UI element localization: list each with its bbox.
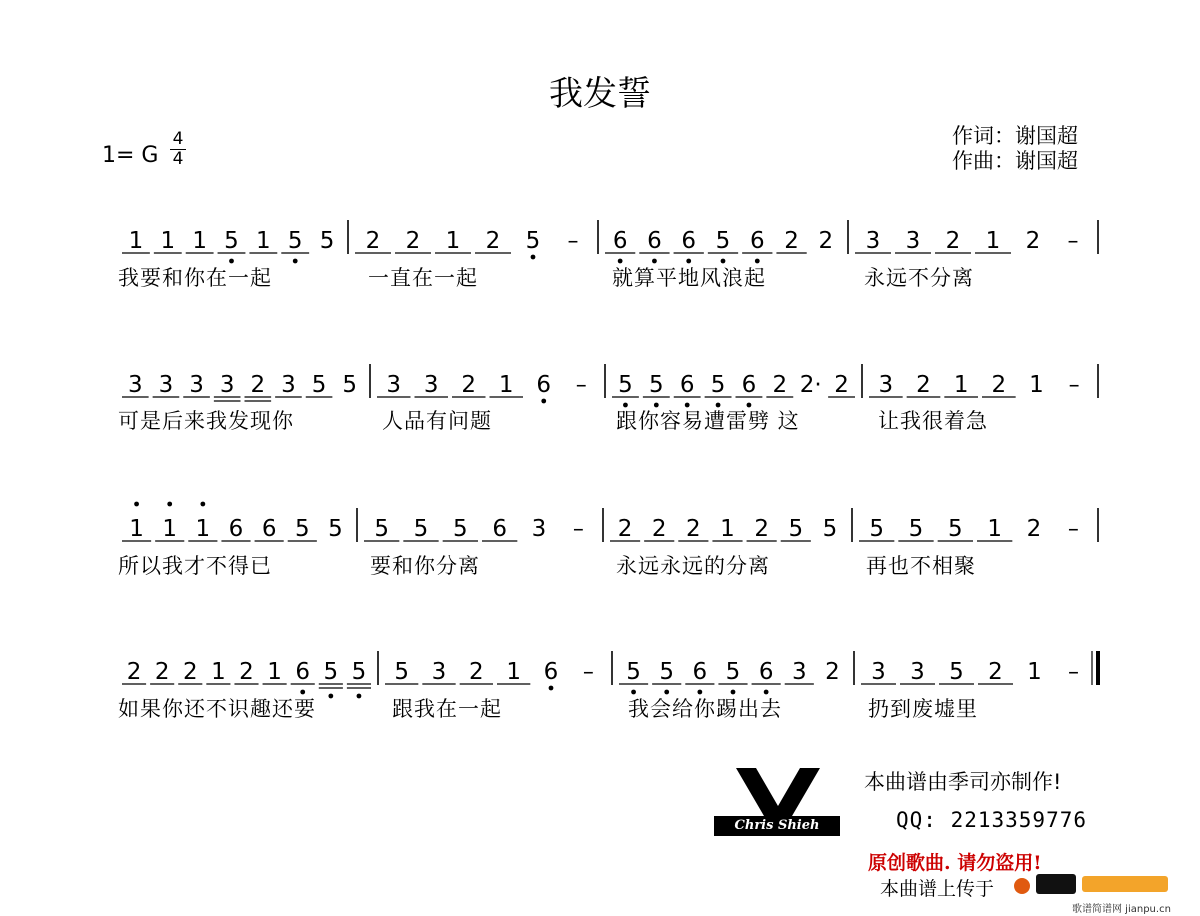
- note: 5: [311, 372, 327, 398]
- note: 2: [1026, 516, 1042, 542]
- note: 1: [211, 659, 226, 685]
- note: 3: [423, 372, 439, 398]
- note: 1: [953, 372, 969, 398]
- note: 5: [287, 228, 303, 254]
- note: 3: [905, 228, 921, 254]
- note: 3: [878, 372, 894, 398]
- note: 2: [686, 516, 701, 542]
- note: 1: [195, 516, 211, 542]
- note: 1: [128, 228, 144, 254]
- note: 6: [228, 516, 244, 542]
- lyric-line-3-m2: 要和你分离: [370, 554, 480, 578]
- note: 1: [1029, 372, 1044, 398]
- note: 3: [281, 372, 296, 398]
- lyric-line-3-m1: 所以我才不得已: [118, 554, 272, 578]
- note: 5: [659, 659, 675, 685]
- sustain-dash: –: [572, 517, 584, 542]
- note: 1: [720, 516, 735, 542]
- note: 6: [492, 516, 507, 542]
- note: 2: [754, 516, 769, 542]
- octave-dot-below: [293, 259, 298, 264]
- lyric-line-3-m4: 再也不相聚: [866, 554, 976, 578]
- note: 3: [127, 372, 143, 398]
- lyric-line-1-m3: 就算平地风浪起: [612, 266, 766, 290]
- octave-dot-below: [328, 694, 333, 699]
- song-title: 我发誓: [549, 74, 651, 114]
- note: 5: [328, 516, 343, 542]
- note: 6: [758, 659, 774, 685]
- note: 1: [160, 228, 176, 254]
- note: 1: [267, 659, 282, 685]
- sustain-dash: –: [1067, 517, 1079, 542]
- note: 6: [681, 228, 697, 254]
- octave-dot-above: [134, 502, 139, 507]
- note: 5: [323, 659, 339, 685]
- note: 5: [374, 516, 389, 542]
- note: 5: [294, 516, 310, 542]
- note: 2: [617, 516, 633, 542]
- note: 1: [1027, 659, 1042, 685]
- note: 5: [948, 516, 963, 542]
- note: 1: [129, 516, 144, 542]
- note: 5: [725, 659, 741, 685]
- note: 6: [749, 228, 765, 254]
- note: 1: [987, 516, 1002, 542]
- note: 5: [224, 228, 239, 254]
- note: 2: [239, 659, 254, 685]
- time-sig-denominator: 4: [172, 149, 184, 169]
- octave-dot-above: [200, 502, 205, 507]
- note: 2: [250, 372, 266, 398]
- qq-contact: QQ: 2213359776: [896, 808, 1088, 832]
- octave-dot-below: [531, 255, 536, 260]
- note: 5: [648, 372, 664, 398]
- note: 3: [531, 516, 547, 542]
- note: 2: [945, 228, 961, 254]
- note: 1: [498, 372, 514, 398]
- note: 2: [485, 228, 501, 254]
- lyric-line-4-m2: 跟我在一起: [392, 697, 502, 721]
- note: 3: [158, 372, 174, 398]
- lyric-line-1-m2: 一直在一起: [368, 266, 478, 290]
- note: 6: [647, 228, 662, 254]
- note: 6: [692, 659, 708, 685]
- octave-dot-above: [167, 502, 172, 507]
- note: 1: [192, 228, 207, 254]
- note: 5: [949, 659, 964, 685]
- note: 2: [365, 228, 381, 254]
- note: 2: [405, 228, 421, 254]
- note: 5: [908, 516, 924, 542]
- note: 2: [182, 659, 198, 685]
- lyric-line-1-m1: 我要和你在一起: [118, 266, 272, 290]
- note: 1: [445, 228, 461, 254]
- lyric-line-1-m4: 永远不分离: [864, 266, 974, 290]
- note: 3: [189, 372, 204, 398]
- note: 5: [715, 228, 731, 254]
- note: 6: [612, 228, 628, 254]
- note: 2: [1025, 228, 1041, 254]
- note: 5: [788, 516, 804, 542]
- note: 1: [985, 228, 1001, 254]
- note: 2: [126, 659, 142, 685]
- lyric-line-4-m1: 如果你还不识趣还要: [118, 697, 316, 721]
- lyric-line-2-m1: 可是后来我发现你: [118, 409, 294, 433]
- note: 2: [991, 372, 1007, 398]
- lyric-line-2-m2: 人品有问题: [382, 409, 492, 433]
- site-watermark: 歌谱简谱网 jianpu.cn: [1072, 904, 1171, 915]
- note: 2: [154, 659, 170, 685]
- note: 3: [871, 659, 886, 685]
- note: 6: [741, 372, 757, 398]
- note: 1: [162, 516, 178, 542]
- note: 6: [536, 372, 552, 398]
- time-sig-numerator: 4: [172, 129, 184, 149]
- note: 5: [618, 372, 633, 398]
- upload-note: 本曲谱上传于: [880, 878, 995, 900]
- note: 5: [710, 372, 726, 398]
- note: 5: [394, 659, 409, 685]
- note: 2: [988, 659, 1003, 685]
- note: 2: [651, 516, 667, 542]
- sustain-dash: –: [1067, 229, 1079, 254]
- note: 3: [219, 372, 235, 398]
- note: 3: [791, 659, 807, 685]
- lyric-line-2-m4: 让我很着急: [878, 409, 988, 433]
- note: 5: [319, 228, 335, 254]
- note: 5: [869, 516, 884, 542]
- sustain-dash: –: [582, 660, 594, 685]
- octave-dot-below: [549, 686, 554, 691]
- note: 2: [461, 372, 477, 398]
- note: 1: [256, 228, 271, 254]
- composer-credit: 作曲：谢国超: [952, 149, 1078, 173]
- note: 5: [626, 659, 641, 685]
- note: 2: [818, 228, 834, 254]
- maker-credit: 本曲谱由季司亦制作!: [864, 770, 1062, 794]
- lyric-line-4-m4: 扔到废墟里: [868, 697, 978, 721]
- note: 6: [679, 372, 695, 398]
- note: 1: [506, 659, 521, 685]
- note: 5: [342, 372, 358, 398]
- copyright-warning: 原创歌曲. 请勿盗用!: [868, 852, 1042, 874]
- sustain-dash: –: [1068, 660, 1079, 685]
- note: 5: [822, 516, 838, 542]
- note: 6: [295, 659, 311, 685]
- note: 5: [351, 659, 367, 685]
- octave-dot-below: [357, 694, 362, 699]
- note: 6: [261, 516, 277, 542]
- note: 2: [834, 372, 849, 398]
- note: 2: [916, 372, 931, 398]
- chris-shieh-logo: [712, 766, 842, 838]
- lyric-line-2-m3: 跟你容易遭雷劈 这: [616, 409, 800, 433]
- note: 3: [865, 228, 881, 254]
- logo-text: Chris Shieh: [734, 818, 820, 833]
- note: 5: [525, 228, 541, 254]
- note: 5: [413, 516, 429, 542]
- note: 2: [772, 372, 788, 398]
- note: 6: [543, 659, 559, 685]
- note: 2: [784, 228, 799, 254]
- note: 2: [469, 659, 484, 685]
- lyric-line-4-m3: 我会给你踢出去: [628, 697, 782, 721]
- note: 2·: [799, 372, 822, 398]
- note: 2: [825, 659, 840, 685]
- note: 5: [453, 516, 468, 542]
- lyricist-credit: 作词：谢国超: [952, 124, 1078, 148]
- note: 3: [910, 659, 925, 685]
- octave-dot-below: [541, 399, 546, 404]
- lyric-line-3-m3: 永远永远的分离: [616, 554, 770, 578]
- sustain-dash: –: [567, 229, 579, 254]
- key-label: 1= G: [102, 143, 159, 168]
- note: 3: [431, 659, 447, 685]
- sustain-dash: –: [1068, 373, 1080, 398]
- note: 3: [386, 372, 402, 398]
- sustain-dash: –: [575, 373, 587, 398]
